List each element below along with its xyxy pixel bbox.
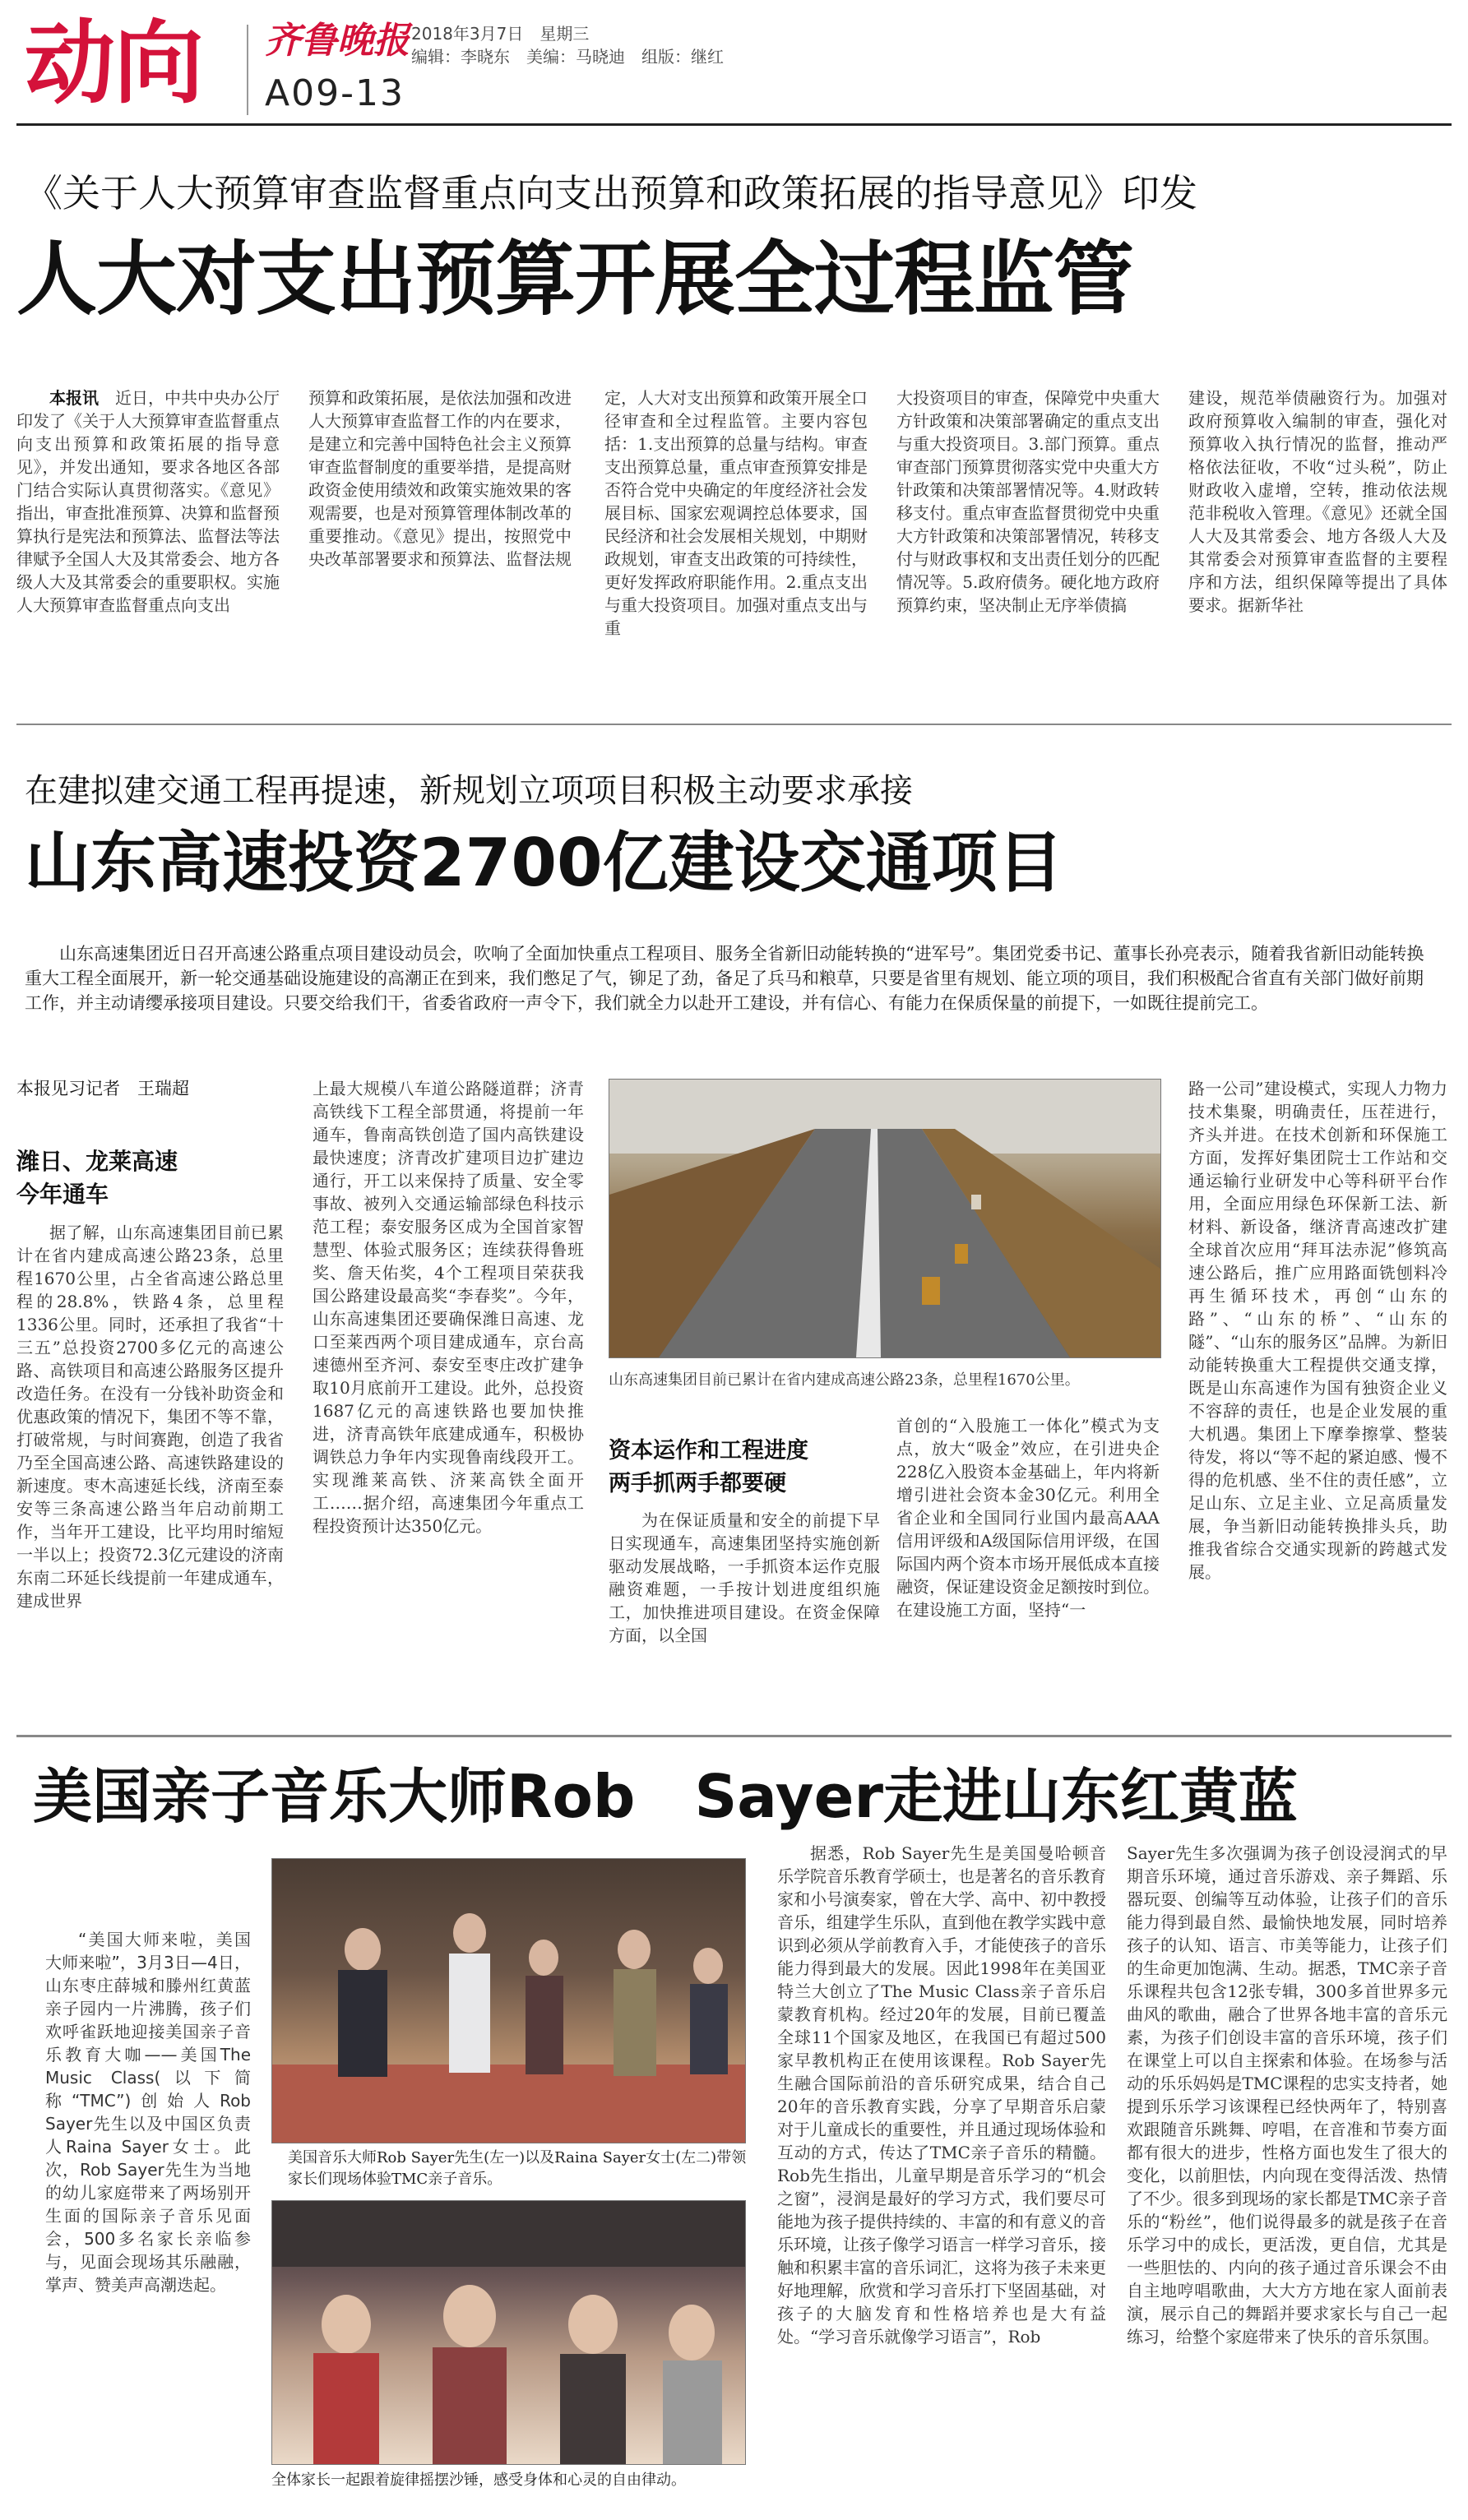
article1-text-2: 预算和政策拓展，是依法加强和改进人大预算审查监督工作的内在要求，是建立和完善中国特色社会主义预算审查监督制度的重要举措，是提高财政资金使用绩效和政策实施效果的客观需要，也是对预算管理体制改革的重要推动。《意见》提出，按照党中央改革部署要求和预算法、监督法规 <box>308 388 572 569</box>
article2-lead: 山东高速集团近日召开高速公路重点项目建设动员会，吹响了全面加快重点工程项目、服务全省新旧动能转换的“进军号”。集团党委书记、董事长孙亮表示，随着我省新旧动能转换重大工程全面展开，新一轮交通基础设施建设的高潮正在到来，我们憋足了气，铆足了劲，备足了兵马和粮草，只要是省里有规划、能立项的项目，我们积极配合省直有关部门做好前期工作，并主动请缨承接项目建设。只要交给我们干，省委省政府一声令下，我们就全力以赴开工建设，并有信心、有能力在保质保量的前提下，一如既往提前完工。 <box>25 944 1424 1013</box>
article1-text-4: 大投资项目的审查，保障党中央重大方针政策和决策部署确定的重点支出与重大投资项目。3.部门预算。重点审查部门预算贯彻落实党中央重大方针政策和决策部署情况等。4.财政转移支付。重点审查监督贯彻党中央重大方针政策和决策部署情况，转移支付与财政事权和支出责任划分的匹配情况等。5.政府债务。硬化地方政府预算约束，坚决制止无序举债搞 <box>896 388 1160 615</box>
masthead-rule <box>16 123 1452 126</box>
article2-column-1: 据了解，山东高速集团目前已累计在省内建成高速公路23条，总里程1670公里，占全省高速公路总里程的28.8%，铁路4条，总里程1336公里。同时，还承担了我省“十三五”总投资2700多亿元的高速公路、高铁项目和高速公路服务区提升改造任务。在没有一分钱补助资金和优惠政策的情况下，集团不等不靠，打破常规，与时间赛跑，创造了我省乃至全国高速公路、高速铁路建设的新速度。枣木高速延长线，济南至泰安等三条高速公路当年启动前期工作，当年开工建设，比平均用时缩短一半以上；投资72.3亿元建设的济南东南二环延长线提前一年建成通车，建成世界 <box>16 1223 284 1611</box>
article1-text-1: 近日，中共中央办公厅印发了《关于人大预算审查监督重点向支出预算和政策拓展的指导意见》，并发出通知，要求各地区各部门结合实际认真贯彻落实。《意见》指出，审查批准预算、决算和监督预算执行是宪法和预算法、监督法等法律赋予全国人大及其常委会、地方各级人大及其常委会的重要职权。实施人大预算审查监督重点向支出 <box>16 388 280 615</box>
music-class-illustration <box>272 1859 745 2143</box>
highway-photo-caption: 山东高速集团目前已累计在省内建成高速公路23条，总里程1670公里。 <box>609 1371 1080 1389</box>
parents-shaker-photo <box>271 2200 746 2465</box>
article2-subhead-1: 潍日、龙莱高速 今年通车 <box>16 1148 178 1208</box>
article3-headline: 美国亲子音乐大师Rob Sayer走进山东红黄蓝 <box>33 1762 1298 1831</box>
article3-column-3: Sayer先生多次强调为孩子创设浸润式的早期音乐环境，通过音乐游戏、亲子舞蹈、乐器玩耍、创编等互动体验，让孩子们的音乐能力得到最自然、最愉快地发展，同时培养孩子的认知、语言、市美等能力，让孩子们的生命更加饱满、生动。据悉，TMC亲子音乐课程共包含12张专辑，300多首世界多元曲风的歌曲，融合了世界各地丰富的音乐元素，为孩子们创设丰富的音乐环境，孩子们在课堂上可以自主探索和体验。在场参与活动的乐乐妈妈是TMC课程的忠实支持者，她提到乐乐学习该课程已经快两年了，特别喜欢跟随音乐跳舞、哼唱，在音准和节奏方面都有很大的进步，性格方面也发生了很大的变化，以前胆怯，内向现在变得活泼、热情了不少。很多到现场的家长都是TMC亲子音乐的“粉丝”，他们说得最多的就是孩子在音乐学习中的成长，更活泼，更自信，尤其是一些胆怯的、内向的孩子通过音乐课会不由自主地哼唱歌曲，大大方方地在家人面前表演，展示自己的舞蹈并要求家长与自己一起练习，给整个家庭带来了快乐的音乐氛围。 <box>1127 1843 1447 2347</box>
article1-column-2 <box>308 386 572 707</box>
article1-text-3: 定，人大对支出预算和政策开展全口径审查和全过程监管。主要内容包括：1.支出预算的总量与结构。审查支出预算总量，重点审查预算安排是否符合党中央确定的年度经济社会发展目标、国家宏观调控总体要求，国民经济和社会发展相关规划，中期财政规划，审查支出政策的可持续性，更好发挥政府职能作用。2.重点支出与重大投资项目。加强对重点支出与重 <box>604 388 868 638</box>
article1-column-5 <box>1188 386 1447 707</box>
music-class-caption: 美国音乐大师Rob Sayer先生(左一)以及Raina Sayer女士(左二)带领家长们现场体验TMC亲子音乐。 <box>288 2149 747 2188</box>
article1-column-3 <box>604 386 868 707</box>
issue-date: 2018年3月7日 星期三 <box>411 24 590 44</box>
article1-headline: 人大对支出预算开展全过程监管 <box>16 233 1134 326</box>
highway-illustration <box>609 1080 1160 1357</box>
section-title: 动向 <box>25 10 202 116</box>
article2-column-4: 首创的“入股施工一体化”模式为支点，放大“吸金”效应，在引进央企228亿入股资本金基础上，年内将新增引进社会资本金30亿元。利用全省企业和全国同行业国内最高AAA信用评级和A级国际信用评级，在国际国内两个资本市场开展低成本直接融资，保证建设资金足额按时到位。在建设施工方面，坚持“一 <box>896 1416 1160 1620</box>
article2-byline: 本报见习记者 王瑞超 <box>16 1079 189 1098</box>
page-code: A09-13 <box>265 72 405 114</box>
article1-column-1 <box>16 386 280 707</box>
article2-column-2: 上最大规模八车道公路隧道群；济青高铁线下工程全部贯通，将提前一年通车，鲁南高铁创造了国内高铁建设最快速度；济青改扩建项目边扩建边通行，开工以来保持了质量、安全零事故、被列入交通运输部绿色科技示范工程；泰安服务区成为全国首家智慧型、体验式服务区；连续获得鲁班奖、詹天佑奖，4个工程项目荣获我国公路建设最高奖“李春奖”。今年，山东高速集团还要确保潍日高速、龙口至莱西两个项目建成通车，京台高速德州至齐河、泰安至枣庄改扩建争取10月底前开工建设。此外，总投资1687亿元的高速铁路也要加快推进，济青高铁年底建成通车，积极协调铁总力争年内实现鲁南线段开工。实现潍莱高铁、济莱高铁全面开工……据介绍，高速集团今年重点工程投资预计达350亿元。 <box>313 1079 584 1536</box>
parents-shaker-illustration <box>272 2201 745 2464</box>
article1-kicker: 《关于人大预算审查监督重点向支出预算和政策拓展的指导意见》印发 <box>25 171 1197 215</box>
section-rule <box>16 724 1452 725</box>
article2-column-3: 为在保证质量和安全的前提下早日实现通车，高速集团坚持实施创新驱动发展战略，一手抓资本运作克服融资难题，一手按计划进度组织施工，加快推进项目建设。在资金保障方面，以全国 <box>609 1510 880 1645</box>
newspaper-name: 齐鲁晚报 <box>265 20 410 62</box>
article1-byline: 本报讯 <box>49 388 99 408</box>
article3-column-1: “美国大师来啦，美国大师来啦”，3月3日—4日，山东枣庄薛城和滕州红黄蓝亲子园内一片沸腾，孩子们欢呼雀跃地迎接美国亲子音乐教育大咖——美国The Music Class(以下简称“TMC”)创始人Rob Sayer先生以及中国区负责人Raina Sayer女士。此次，Rob Sayer先生为当地的幼儿家庭带来了两场别开生面的国际亲子音乐见面会，500多名家长亲临参与，见面会现场其乐融融，掌声、赞美声高潮迭起。 <box>45 1930 251 2295</box>
article1-column-4 <box>896 386 1160 707</box>
article3-column-2: 据悉，Rob Sayer先生是美国曼哈顿音乐学院音乐教育学硕士，也是著名的音乐教育家和小号演奏家，曾在大学、高中、初中教授音乐，组建学生乐队，直到他在教学实践中意识到必须从学前教育入手，才能使孩子的音乐能力得到最大的发展。因此1998年在美国亚特兰大创立了The Music Class亲子音乐启蒙教育机构。经过20年的发展，目前已覆盖全球11个国家及地区，在我国已有超过500家早教机构正在使用该课程。Rob Sayer先生融合国际前沿的音乐研究成果，结合自己20年的音乐教育实践，分享了早期音乐启蒙对于儿童成长的重要性，并且通过现场体验和互动的方式，传达了TMC亲子音乐的精髓。Rob先生指出，儿童早期是音乐学习的“机会之窗”，浸润是最好的学习方式，我们要尽可能地为孩子提供持续的、丰富的和有意义的音乐环境，让孩子像学习语言一样学习音乐，接触和积累丰富的音乐词汇，这将为孩子未来更好地理解，欣赏和学习音乐打下坚固基础，对孩子的大脑发育和性格培养也是大有益处。“学习音乐就像学习语言”，Rob <box>777 1843 1106 2347</box>
section-rule <box>16 1735 1452 1737</box>
parents-shaker-caption: 全体家长一起跟着旋律摇摆沙锤，感受身体和心灵的自由律动。 <box>271 2471 686 2489</box>
masthead-divider <box>247 25 248 115</box>
article2-subhead-2: 资本运作和工程进度 两手抓两手都要硬 <box>609 1438 808 1496</box>
article2-headline: 山东高速投资2700亿建设交通项目 <box>25 825 1063 901</box>
editors-credit: 编辑：李晓东 美编：马晓迪 组版：继红 <box>411 47 724 67</box>
highway-photo <box>609 1079 1161 1358</box>
article1-text-5: 建设，规范举债融资行为。加强对政府预算收入编制的审查，强化对预算收入执行情况的监督，推动严格依法征收，不收“过头税”，防止财政收入虚增，空转，推动依法规范非税收入管理。《意见》还就全国人大及其常委会、地方各级人大及其常委会对预算审查监督的主要程序和方法，组织保障等提出了具体要求。据新华社 <box>1188 388 1447 615</box>
article2-column-5: 路一公司”建设模式，实现人力物力技术集聚，明确责任，压茬进行，齐头并进。在技术创新和环保施工方面，发挥好集团院士工作站和交通运输行业研发中心等科研平台作用，全面应用绿色环保新工法、新材料、新设备，继济青高速改扩建全球首次应用“拜耳法赤泥”修筑高速公路后，推广应用路面铣刨料冷再生循环技术，再创“山东的路”、“山东的桥”、“山东的隧”、“山东的服务区”品牌。为新旧动能转换重大工程提供交通支撑，既是山东高速作为国有独资企业义不容辞的责任，也是企业发展的重大机遇。集团上下摩拳擦掌、整装待发，将以“等不起的紧迫感、慢不得的危机感、坐不住的责任感”，立足山东、立足主业、立足高质量发展，争当新旧动能转换排头兵，助推我省综合交通实现新的跨越式发展。 <box>1188 1079 1447 1582</box>
music-class-photo <box>271 1858 746 2143</box>
article2-kicker: 在建拟建交通工程再提速，新规划立项项目积极主动要求承接 <box>25 772 913 810</box>
